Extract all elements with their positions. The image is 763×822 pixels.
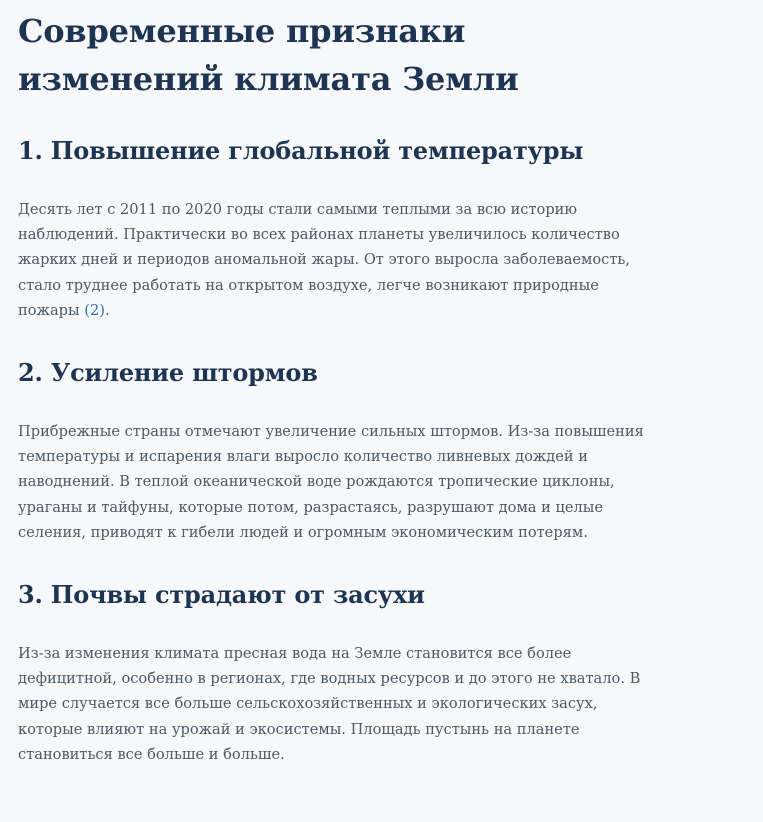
section-paragraph-temperature bbox=[18, 197, 648, 323]
section-heading-storms: 2. Усиление штормов bbox=[18, 358, 318, 388]
page-title: Современные признаки изменений климата Земли bbox=[18, 12, 519, 98]
paragraph-text: Десять лет с 2011 по 2020 годы стали самыми теплыми за всю историю наблюдений. Практически во всех районах планеты увеличилось количество жарких дней и периодов аномальной жары. От этого выросла заболеваемость, стало труднее работать на открытом воздухе, легче возникают природные пожары bbox=[18, 201, 631, 319]
article bbox=[18, 0, 648, 767]
section-paragraph-storms: Прибрежные страны отмечают увеличение сильных штормов. Из-за повышения температуры и испарения влаги выросло количество ливневых дождей и наводнений. В теплой океанической воде рождаются тропические циклоны, ураганы и тайфуны, которые потом, разрастаясь, разрушают дома и целые селения, приводят к гибели людей и огромным экономическим потерям. bbox=[18, 423, 644, 541]
section-heading-temperature: 1. Повышение глобальной температуры bbox=[18, 136, 584, 165]
paragraph-tail: . bbox=[104, 301, 110, 319]
section-paragraph-drought: Из-за изменения климата пресная вода на Земле становится все более дефицитной, особенно в регионах, где водных ресурсов и до этого не хватало. В мире случается все больше сельскохозяйственных и экологических засух, которые влияют на урожай и экосистемы. Площадь пустынь на планете становиться все больше и больше. bbox=[18, 645, 641, 763]
reference-link[interactable]: (2) bbox=[84, 301, 105, 319]
section-heading-drought: 3. Почвы страдают от засухи bbox=[18, 580, 425, 610]
